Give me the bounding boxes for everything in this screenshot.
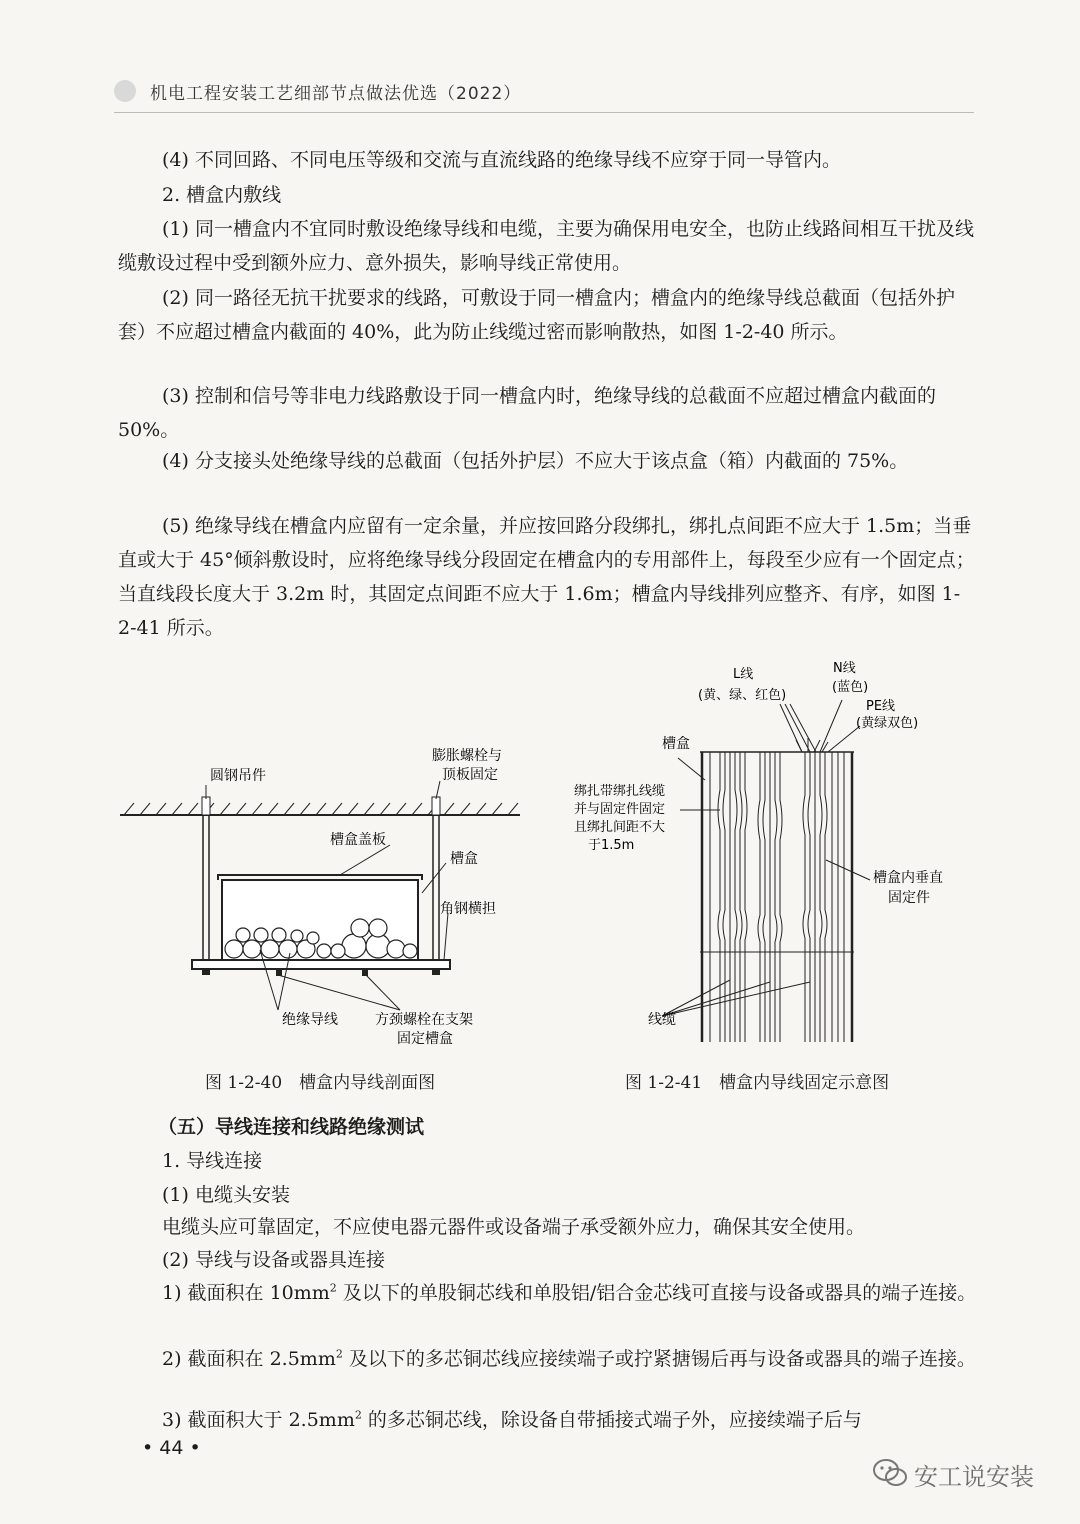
subsection-heading: 1. 导线连接	[162, 1150, 263, 1172]
subsection-heading: (2) 导线与设备或器具连接	[162, 1249, 385, 1271]
fig41-label-fix: 固定件	[888, 890, 930, 906]
fig41-label-tie: 于1.5m	[588, 838, 635, 853]
fig41-label-tie: 且绑扎间距不大	[574, 820, 666, 835]
fig41-label-box: 槽盒	[662, 736, 690, 752]
fig41-label-cable: 线缆	[648, 1012, 676, 1028]
fig41-label-fix: 槽盒内垂直	[873, 870, 943, 886]
fig41-label-pe: (黄绿双色)	[856, 716, 919, 731]
paragraph: (4) 分支接头处绝缘导线的总截面（包括外护层）不应大于该点盒（箱）内截面的 75%。	[162, 450, 909, 472]
fig40-label-screw: 方颈螺栓在支架	[375, 1012, 473, 1028]
paragraph: (3) 控制和信号等非电力线路敷设于同一槽盒内时，绝缘导线的总截面不应超过槽盒内截面的 50%。	[118, 385, 936, 441]
fig41-label-tie: 并与固定件固定	[574, 802, 666, 817]
fig40-label-hanger: 圆钢吊件	[210, 768, 266, 784]
fig41-label-l: (黄、绿、红色)	[698, 688, 787, 703]
paragraph	[118, 1403, 978, 1437]
fig40-label-box: 槽盒	[450, 851, 478, 867]
fig40-label-wire: 绝缘导线	[282, 1012, 338, 1028]
paragraph	[118, 1342, 978, 1376]
figure-caption: 图 1-2-41 槽盒内导线固定示意图	[625, 1073, 890, 1093]
paragraph-text: 2) 截面积在 2.5mm	[162, 1348, 336, 1370]
superscript: 2	[354, 1408, 362, 1422]
subsection-heading: 2. 槽盒内敷线	[162, 184, 282, 206]
figure-1-2-40	[110, 735, 530, 1055]
header-divider	[114, 112, 974, 113]
watermark: 安工说安装	[914, 1463, 1034, 1491]
paragraph: (4) 不同回路、不同电压等级和交流与直流线路的绝缘导线不应穿于同一导管内。	[162, 149, 841, 171]
figure-caption: 图 1-2-40 槽盒内导线剖面图	[205, 1073, 436, 1093]
fig40-label-bolt: 顶板固定	[442, 767, 498, 783]
fig41-label-tie: 绑扎带绑扎线缆	[574, 784, 666, 799]
figure-1-2-41	[570, 660, 990, 1060]
header-logo-icon	[114, 80, 136, 102]
superscript: 2	[329, 1281, 337, 1295]
fig41-label-n: N线	[833, 661, 856, 676]
paragraph	[118, 1276, 978, 1310]
wechat-icon	[872, 1458, 908, 1488]
fig40-label-angle: 角钢横担	[440, 901, 496, 917]
paragraph-text: 的多芯铜芯线，除设备自带插接式端子外，应接续端子后与	[361, 1409, 862, 1431]
fig40-label-bolt: 膨胀螺栓与	[432, 748, 502, 764]
running-header: 机电工程安装工艺细部节点做法优选（2022）	[150, 84, 522, 104]
paragraph-text: 3) 截面积大于 2.5mm	[162, 1409, 355, 1431]
paragraph: (5) 绝缘导线在槽盒内应留有一定余量，并应按回路分段绑扎，绑扎点间距不应大于 1.5m；当垂直或大于 45°倾斜敷设时，应将绝缘导线分段固定在槽盒内的专用部件上，每段至少应有一个固定点；当直线段长度大于 3.2m 时，其固定点间距不应大于 1.6m；槽盒内导线排列应整齐、有序，如图 1-2-41 所示。	[118, 515, 975, 639]
paragraph: 电缆头应可靠固定，不应使电器元器件或设备端子承受额外应力，确保其安全使用。	[162, 1216, 866, 1238]
paragraph-text: 及以下的单股铜芯线和单股铝/铝合金芯线可直接与设备或器具的端子连接。	[336, 1282, 977, 1304]
fig41-label-l: L线	[733, 667, 754, 682]
paragraph: (1) 同一槽盒内不宜同时敷设绝缘导线和电缆，主要为确保用电安全，也防止线路间相互干扰及线缆敷设过程中受到额外应力、意外损失，影响导线正常使用。	[118, 218, 974, 274]
page-number: • 44 •	[142, 1437, 201, 1459]
fig40-label-screw: 固定槽盒	[397, 1031, 453, 1047]
fig41-label-n: (蓝色)	[832, 680, 869, 695]
fig41-label-pe: PE线	[866, 699, 896, 714]
section-heading: （五）导线连接和线路绝缘测试	[158, 1116, 425, 1138]
subsection-heading: (1) 电缆头安装	[162, 1184, 290, 1206]
paragraph-text: 及以下的多芯铜芯线应接续端子或拧紧搪锡后再与设备或器具的端子连接。	[342, 1348, 976, 1370]
fig40-label-cover: 槽盒盖板	[330, 832, 386, 848]
paragraph-text: 1) 截面积在 10mm	[162, 1282, 330, 1304]
superscript: 2	[335, 1347, 343, 1361]
paragraph: (2) 同一路径无抗干扰要求的线路，可敷设于同一槽盒内；槽盒内的绝缘导线总截面（包括外护套）不应超过槽盒内截面的 40%，此为防止线缆过密而影响散热，如图 1-2-40 所示。	[118, 287, 955, 343]
